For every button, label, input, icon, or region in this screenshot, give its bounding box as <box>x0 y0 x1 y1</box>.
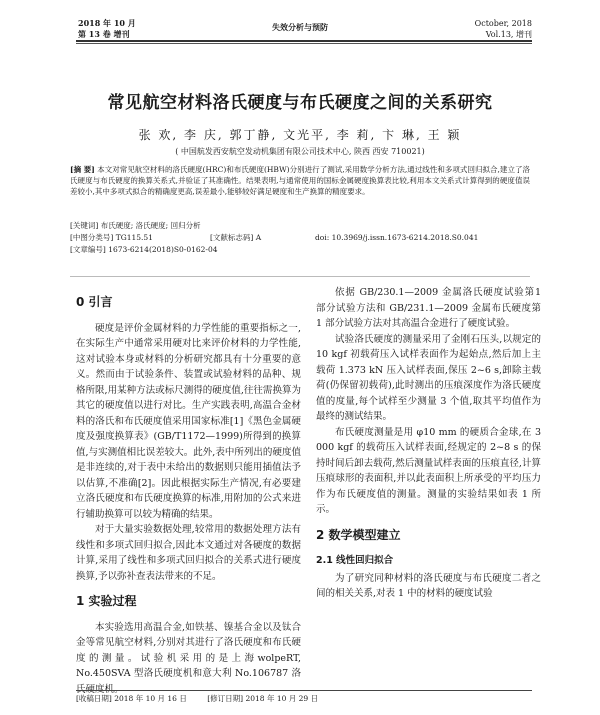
experiment-paragraph-3: 试验洛氏硬度的测量采用了金刚石压头,以规定的 10 kgf 初载荷压入试样表面作为起始点,然后加上主载荷 1.373 kN 压入试样表面,保压 2~6 s,卸除主载荷(仍保留初载荷),此时测出的压痕深度作为洛氏硬度值的度量,每个试样至少测量 3 个值,取其平均值作为最终的测试结果。 <box>316 333 541 422</box>
journal-name: 失效分析与预防 <box>272 23 328 32</box>
running-header <box>0 0 600 44</box>
experiment-paragraph-4: 布氏硬度测量是用 φ10 mm 的硬质合金球,在 3 000 kgf 的载荷压入试样表面,经规定的 2~8 s 的保持时间后卸去载荷,然后测量试样表面的压痕直径,计算压痕球形的表面积,并以此表面积上所承受的平均压力作为布氏硬度值的测量。测量的实验结果如表 1 所示。 <box>316 426 541 515</box>
header-rule <box>76 40 532 42</box>
clc-number: [中图分类号] TG115.51 <box>70 233 153 242</box>
keywords-text: 布氏硬度; 洛氏硬度; 回归分析 <box>100 221 201 230</box>
abstract-text: 本文对常见航空材料的洛氏硬度(HRC)和布氏硬度(HBW)分别进行了测试,采用数学分析方法,通过线性和多项式回归拟合,建立了洛氏硬度与布氏硬度的换算关系式,并验证了其准确性。结果表明,与通常使用的国标金属硬度换算表比较,利用本文关系式计算得到的硬度值误差较小,其中多项式拟合的精确度更高,误差最小,能够较好满足硬度和生产换算的精度要求。 <box>70 165 531 196</box>
intro-paragraph-1: 硬度是评价金属材料的力学性能的重要指标之一,在实际生产中通常采用硬对比来评价材料的力学性能,这对试验本身或材料的分析研究都具有十分重要的意义。然而由于试验条件、装置或试验材料的品种、规格所限,用某种方法或标尺测得的硬度值,往往需换算为其它的硬度值以进行对比。生产实践表明,高温合金材料的洛氏和布氏硬度值采用国家标准[1]《黑色金属硬度及强度换算表》(GB/T1172—1999)所得到的换算值,与实测值相比误差较大。此外,表中所列出的硬度值是非连续的,对于表中未给出的数据则只能用插值法予以估算,不准确[2]。因此根据实际生产情况,有必要建立洛氏硬度和布氏硬度换算的标准,用附加的公式来进行辅助换算可以较为精确的结果。 <box>76 322 301 520</box>
abstract <box>70 164 530 197</box>
section-2-heading: 2 数学模型建立 <box>316 527 401 542</box>
doi: doi: 10.3969/j.issn.1673-6214.2018.S0.041 <box>315 233 479 242</box>
revised-date: [修订日期] 2018 年 10 月 29 日 <box>207 694 319 703</box>
affiliation: ( 中国航发西安航空发动机集团有限公司技术中心, 陕西 西安 710021) <box>175 147 425 156</box>
keywords-label: [关键词] <box>70 221 99 230</box>
meta-divider <box>70 276 530 277</box>
left-column <box>76 285 301 697</box>
section-0-heading: 0 引言 <box>76 295 113 309</box>
right-column <box>316 285 541 602</box>
header-right <box>475 18 532 40</box>
intro-paragraph-2: 对于大量实验数据处理,较常用的数据处理方法有线性和多项式回归拟合,因此本文通过对各硬度的数据计算,采用了线性和多项式回归拟合的关系式进行硬度换算,予以弥补查表法带来的不足。 <box>76 524 301 582</box>
header-volume-en: Vol.13, 增刊 <box>485 30 532 39</box>
author-list: 张 欢, 李 庆, 郭丁静, 文光平, 李 莉, 卞 琳, 王 颖 <box>138 128 462 142</box>
header-rule-thin <box>76 43 532 44</box>
article-number: [文章编号] 1673-6214(2018)S0-0162-04 <box>70 245 218 254</box>
paper-title: 常见航空材料洛氏硬度与布氏硬度之间的关系研究 <box>107 93 493 113</box>
regression-paragraph-1: 为了研究同种材料的洛氏硬度与布氏硬度二者之间的相关关系,对表 1 中的材料的硬度试验 <box>316 572 541 599</box>
abstract-label: [摘 要] <box>70 165 95 174</box>
experiment-paragraph-1: 本实验选用高温合金,如铁基、镍基合金以及钛合金等常见航空材料,分别对其进行了洛氏硬度和布氏硬度的测量。试验机采用的是上海wolpeRT, No.450SVA 型洛氏硬度机和意大利 No.106787 洛氏硬度机。 <box>76 621 301 695</box>
section-2-1-heading: 2.1 线性回归拟合 <box>316 555 394 566</box>
header-date-en: October, 2018 <box>474 19 532 28</box>
experiment-paragraph-2: 依据 GB/230.1—2009 金属洛氏硬度试验第1 部分试验方法和 GB/231.1—2009 金属布氏硬度第 1 部分试验方法对其高温合金进行了硬度试验。 <box>316 287 541 329</box>
header-date-cn: 2018 年 10 月 <box>78 18 136 28</box>
document-code: [文献标志码] A <box>210 233 262 242</box>
footnote <box>76 690 532 704</box>
received-date: [收稿日期] 2018 年 10 月 16 日 <box>76 694 187 703</box>
section-1-heading: 1 实验过程 <box>76 594 137 608</box>
header-volume-cn: 第 13 卷 增刊 <box>78 29 130 39</box>
keywords <box>70 220 530 231</box>
